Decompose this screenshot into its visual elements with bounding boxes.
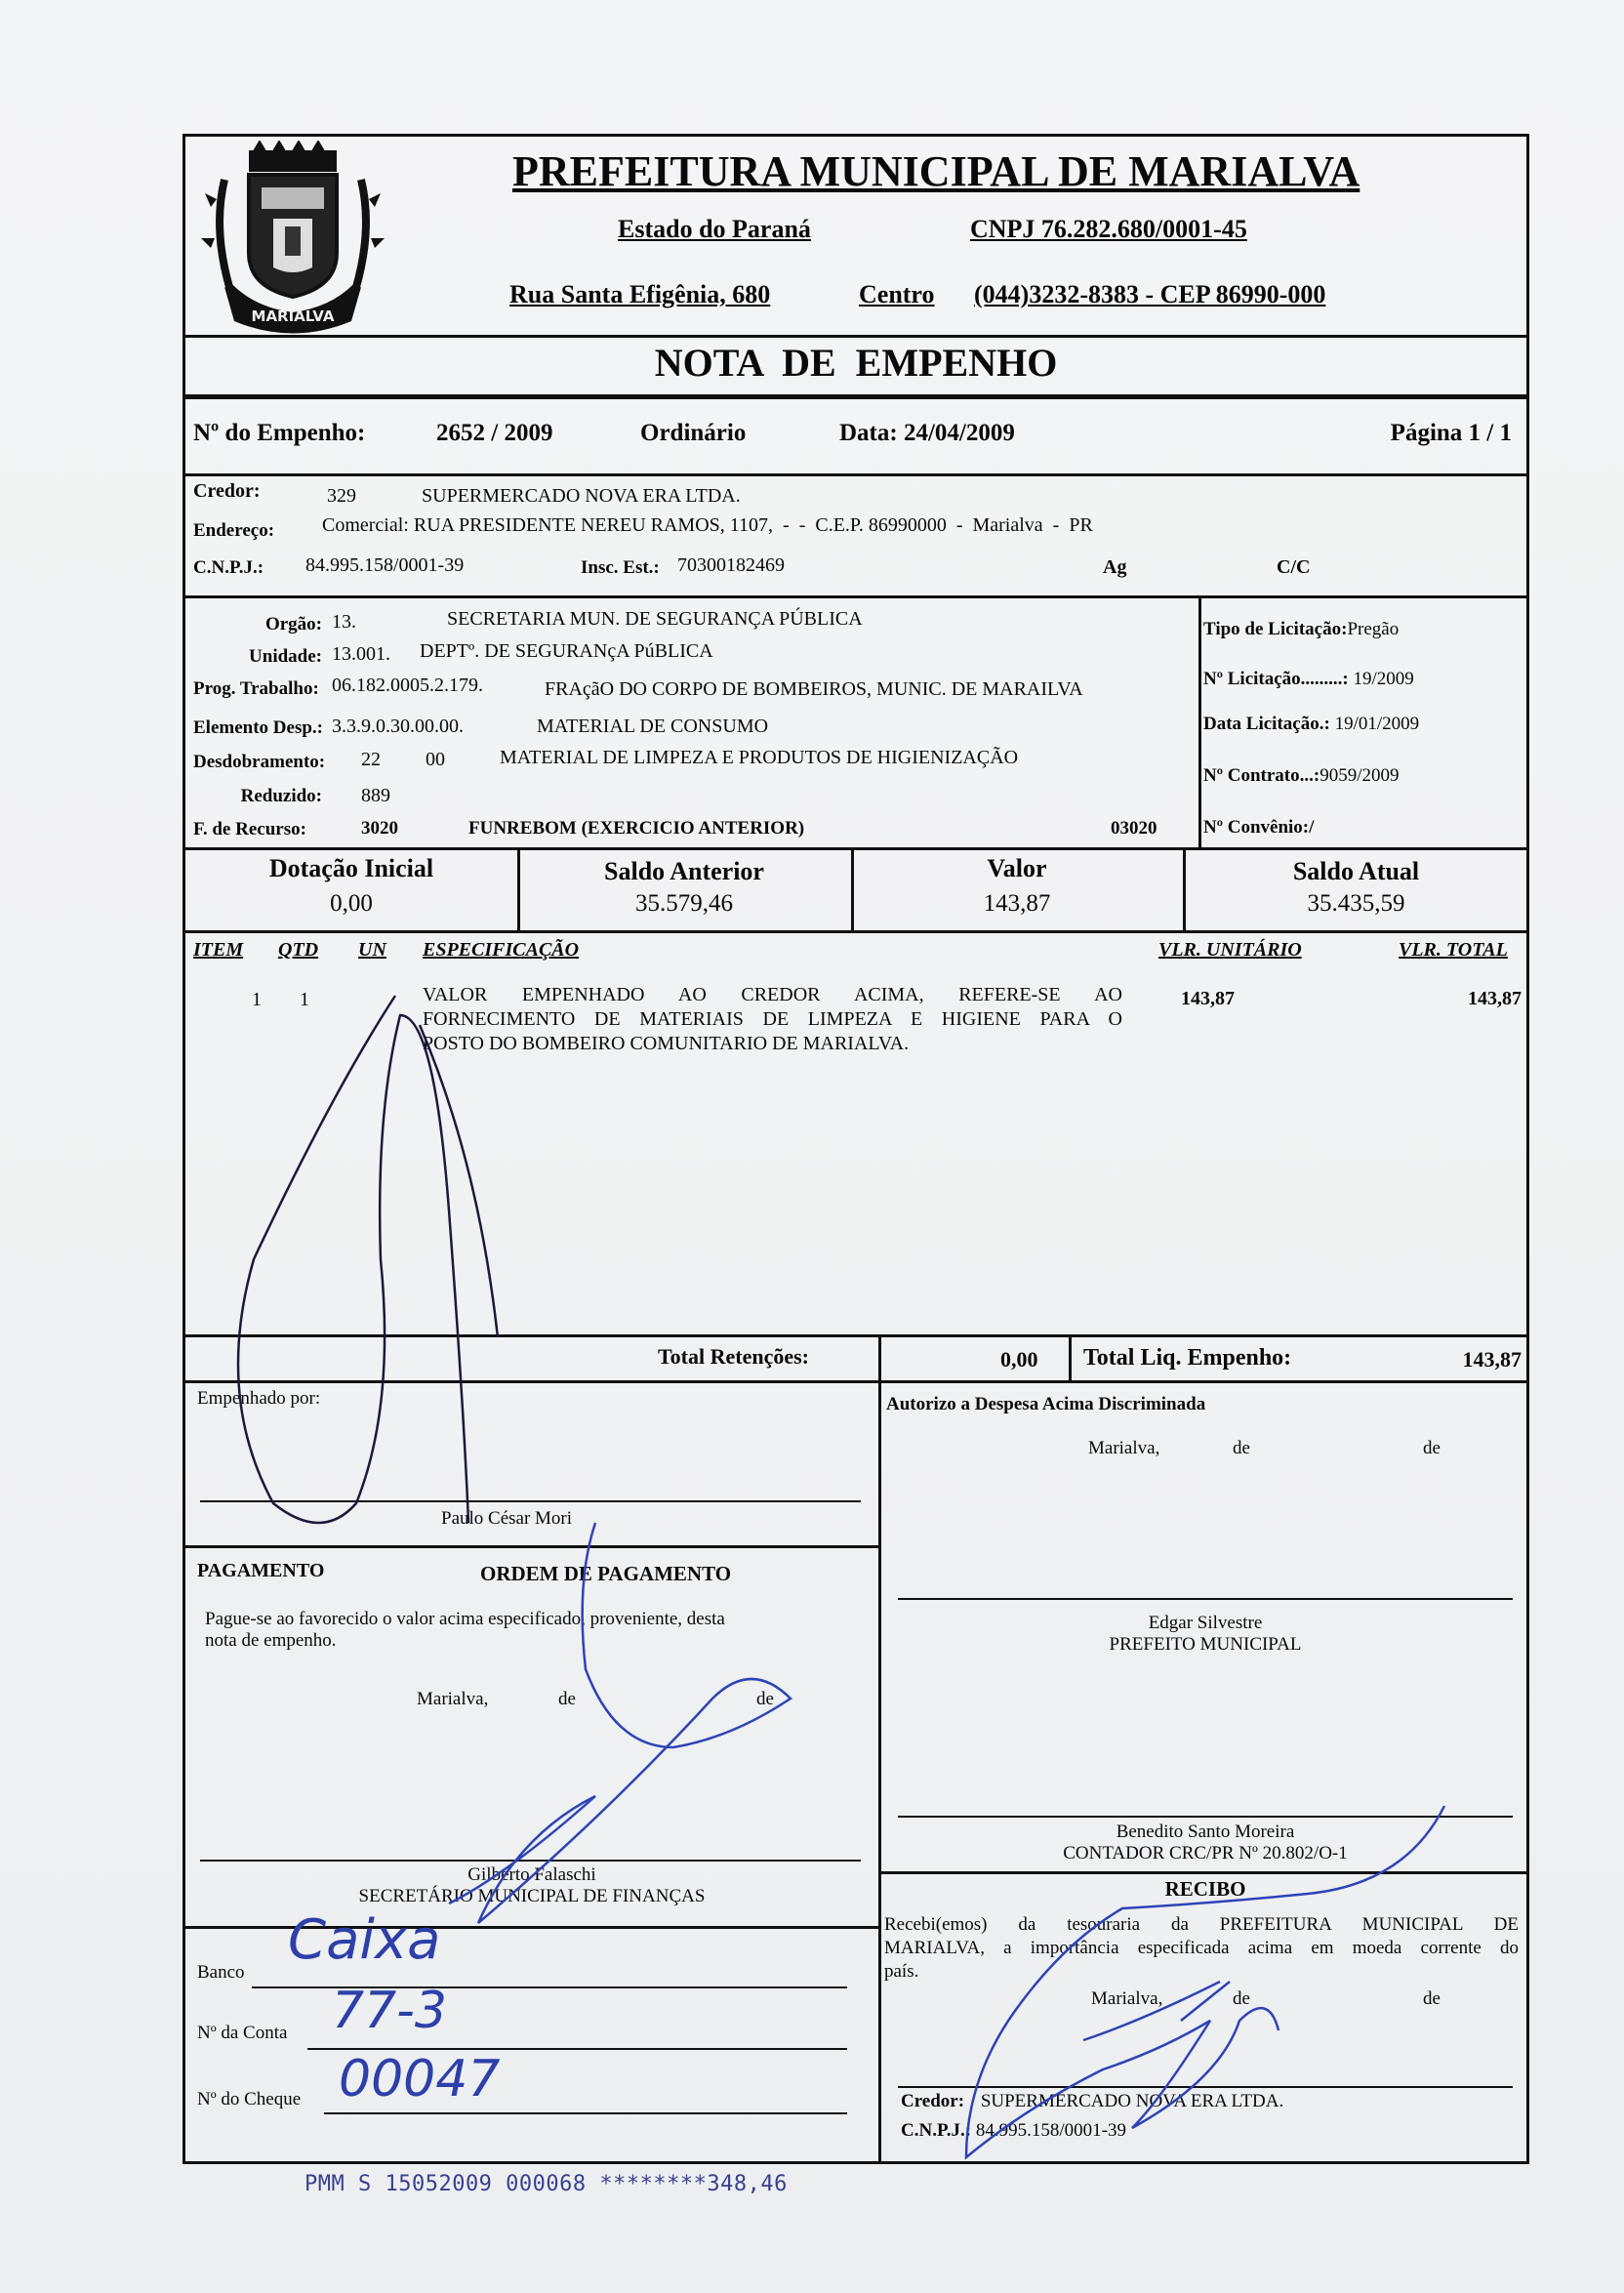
recibo-credor [901,2091,1283,2112]
item-number: 1 [252,989,262,1010]
cc-label: C/C [1277,556,1311,578]
secretario-name: Gilberto Falaschi [467,1864,596,1885]
contador-block [878,1822,1532,1864]
recurso-code-2: 03020 [1111,818,1157,839]
recibo-label: RECIBO [1164,1877,1246,1901]
autorizo-place: Marialva, [1088,1438,1160,1458]
state-label: Estado do Paraná [618,215,811,243]
total-liquido-label: Total Liq. Empenho: [1083,1345,1292,1371]
divider [185,930,1526,933]
dotacao-label: Dotação Inicial [268,854,434,882]
divider [185,847,1526,850]
conta-handwritten: 77-3 [332,1982,448,2040]
dotacao-value: 0,00 [330,890,373,917]
divider [185,335,1526,338]
saldo-atual-value: 35.435,59 [1307,890,1405,917]
divider [185,595,1526,598]
credor-label: Credor: [193,480,261,502]
pagamento-label: PAGAMENTO [197,1560,325,1581]
licitacao-number [1203,669,1414,690]
credor-name: SUPERMERCADO NOVA ERA LTDA. [422,485,741,507]
divider [185,1545,878,1548]
desdobramento-name: MATERIAL DE LIMPEZA E PRODUTOS DE HIGIENIZAÇÃO [500,747,1019,768]
signature-line [898,1816,1513,1818]
tipo-licitacao-value: Pregão [1347,619,1400,639]
desdobramento-sub: 00 [426,749,445,770]
signature-line [898,2086,1513,2088]
conta-label: Nº da Conta [197,2023,288,2043]
desdobramento-label: Desdobramento: [193,752,326,772]
orgao-label: Orgão: [264,614,322,635]
item-qtd: 1 [300,989,309,1010]
col-unit-value-header: VLR. UNITÁRIO [1158,939,1302,961]
saldo-atual-label: Saldo Atual [1292,857,1420,885]
total-retencoes-value: 0,00 [1000,1347,1038,1372]
recibo-text-line-3: país. [884,1961,919,1982]
ag-label: Ag [1103,556,1127,578]
elemento-name: MATERIAL DE CONSUMO [537,716,769,737]
empenho-number-label: Nº do Empenho: [193,420,366,446]
col-total-value-header: VLR. TOTAL [1399,939,1508,961]
saldo-anterior-label: Saldo Anterior [604,857,764,885]
payment-stamp: PMM S 15052009 000068 ********348,46 [304,2172,788,2196]
empenho-number: 2652 / 2009 [436,420,553,446]
banco-handwritten: Caixa [288,1908,441,1972]
empenhado-por-label: Empenhado por: [197,1388,321,1409]
col-especificacao-header: ESPECIFICAÇÃO [423,939,580,961]
prog-trabalho-label: Prog. Trabalho: [193,678,319,699]
pagamento-text-line-2: nota de empenho. [205,1630,337,1651]
unidade-code: 13.001. [332,643,390,665]
item-description-line-3: POSTO DO BOMBEIRO COMUNITARIO DE MARIALVA. [423,1033,910,1054]
recibo-de-1: de [1233,1988,1250,2009]
contrato-value: 9059/2009 [1320,765,1400,786]
valor-value: 143,87 [983,890,1051,917]
recibo-cnpj [901,2120,1126,2142]
valor-label: Valor [987,854,1047,882]
secretario-role: SECRETÁRIO MUNICIPAL DE FINANÇAS [358,1886,706,1906]
pagamento-text-line-1: Pague-se ao favorecido o valor acima especificado, proveniente, desta [205,1609,725,1629]
reduzido-value: 889 [361,785,390,806]
credor-cnpj-label: C.N.P.J.: [193,557,264,578]
desdobramento-code: 22 [361,749,381,770]
licitacao-number-label: Nº Licitação.........: [1203,669,1349,689]
licitacao-number-value: 19/2009 [1348,669,1414,689]
recibo-text-line-1: Recebi(emos) da tesouraria da PREFEITURA MUNICIPAL DE [884,1914,1519,1935]
prefeitura-title: PREFEITURA MUNICIPAL DE MARIALVA [512,147,1360,195]
contrato-label: Nº Contrato...: [1203,765,1320,786]
convenio-label: Nº Convênio:/ [1203,817,1315,838]
empenho-date: Data: 24/04/2009 [839,420,1015,446]
credor-code: 329 [327,485,356,507]
item-description-line-2: FORNECIMENTO DE MATERIAIS DE LIMPEZA E HIGIENE PARA O [423,1008,1122,1030]
pagamento-de-1: de [558,1689,576,1709]
crest-banner-text: MARIALVA [251,307,335,325]
item-description-line-1: VALOR EMPENHADO AO CREDOR ACIMA, REFERE-SE AO [423,984,1122,1005]
recibo-place: Marialva, [1091,1988,1163,2009]
document-title: NOTA DE EMPENHO [654,341,1058,385]
page-number: Página 1 / 1 [1390,420,1512,446]
col-un-header: UN [358,939,386,961]
contrato-number [1203,765,1399,787]
autorizo-label: Autorizo a Despesa Acima Discriminada [886,1394,1206,1414]
unidade-label: Unidade: [249,646,322,667]
autorizo-de-2: de [1423,1438,1441,1458]
elemento-label: Elemento Desp.: [193,717,323,738]
divider [185,394,1526,399]
recibo-cnpj-value: 84.995.158/0001-39 [975,2120,1126,2141]
item-unit-value: 143,87 [1181,988,1235,1009]
tipo-licitacao-label: Tipo de Licitação: [1203,619,1348,639]
divider [185,1334,1526,1337]
prefeito-block [878,1613,1532,1656]
nota-de-empenho-form [183,134,1529,2164]
credor-cnpj: 84.995.158/0001-39 [305,554,465,576]
cnpj-prefeitura: CNPJ 76.282.680/0001-45 [970,215,1247,243]
recibo-text-line-2: MARIALVA, a importância especificada acima em moeda corrente do [884,1938,1519,1958]
street-address: Rua Santa Efigênia, 680 [509,280,771,308]
signature-line [898,1598,1513,1600]
orgao-code: 13. [332,611,356,633]
saldo-anterior-value: 35.579,46 [635,890,733,917]
recibo-text [884,1913,1519,1984]
autorizo-de-1: de [1233,1438,1250,1458]
recurso-label: F. de Recurso: [193,819,306,839]
divider [185,473,1526,476]
insc-est-label: Insc. Est.: [581,557,660,578]
recurso-code: 3020 [361,818,398,839]
divider [878,1871,1526,1874]
recibo-credor-name: SUPERMERCADO NOVA ERA LTDA. [980,2091,1284,2111]
cheque-handwritten: 00047 [339,2050,501,2109]
divider [185,1380,1526,1383]
input-line [324,2112,847,2114]
pagamento-place: Marialva, [417,1689,489,1709]
elemento-code: 3.3.9.0.30.00.00. [332,716,464,737]
banco-label: Banco [197,1962,245,1983]
insc-est-value: 70300182469 [677,554,785,576]
contador-name: Benedito Santo Moreira [1116,1822,1295,1842]
credor-address: Comercial: RUA PRESIDENTE NEREU RAMOS, 1107, - - C.E.P. 86990000 - Marialva - PR [322,514,1093,536]
empenhado-signature [238,996,468,1523]
phone-cep: (044)3232-8383 - CEP 86990-000 [974,280,1326,308]
pagamento-de-2: de [756,1689,774,1709]
unidade-name: DEPTº. DE SEGURANçA PúBLICA [420,640,713,662]
empenho-type: Ordinário [640,420,747,446]
ordem-pagamento-label: ORDEM DE PAGAMENTO [480,1562,732,1585]
recibo-de-2: de [1423,1988,1441,2009]
signature-stroke [420,1025,498,1337]
divider [878,1380,881,2164]
reduzido-label: Reduzido: [240,786,322,806]
item-total-value: 143,87 [1468,988,1522,1009]
prefeito-role: PREFEITO MUNICIPAL [1109,1634,1302,1655]
divider [1069,1334,1072,1380]
signature-line [200,1500,861,1502]
recurso-name: FUNREBOM (EXERCICIO ANTERIOR) [468,818,805,839]
prog-trabalho-code: 06.182.0005.2.179. [332,675,483,696]
licitacao-date [1203,714,1419,735]
pagamento-text [205,1609,725,1652]
divider [1198,595,1201,847]
empenhado-por-name: Paulo César Mori [441,1508,573,1529]
cheque-label: Nº do Cheque [197,2089,302,2109]
recibo-credor-label: Credor: [901,2091,965,2111]
col-item-header: ITEM [193,939,244,961]
total-retencoes-label: Total Retenções: [658,1344,809,1369]
licitacao-date-value: 19/01/2009 [1329,714,1420,734]
signature-line [200,1860,861,1862]
recibo-cnpj-label: C.N.P.J.: [901,2120,972,2141]
district: Centro [859,280,935,308]
orgao-name: SECRETARIA MUN. DE SEGURANÇA PÚBLICA [447,608,863,630]
licitacao-date-label: Data Licitação.: [1203,714,1330,734]
municipal-crest-logo [195,141,390,341]
prog-trabalho-name: FRAçãO DO CORPO DE BOMBEIROS, MUNIC. DE MARAILVA [545,678,1083,700]
total-liquido-value: 143,87 [1462,1347,1522,1372]
tipo-licitacao [1203,619,1399,640]
col-qtd-header: QTD [278,939,319,961]
secretario-block [185,1864,878,1907]
divider [878,1334,881,1380]
prefeito-name: Edgar Silvestre [1148,1613,1263,1633]
address-label: Endereço: [193,520,275,541]
contador-role: CONTADOR CRC/PR Nº 20.802/O-1 [1063,1843,1348,1863]
